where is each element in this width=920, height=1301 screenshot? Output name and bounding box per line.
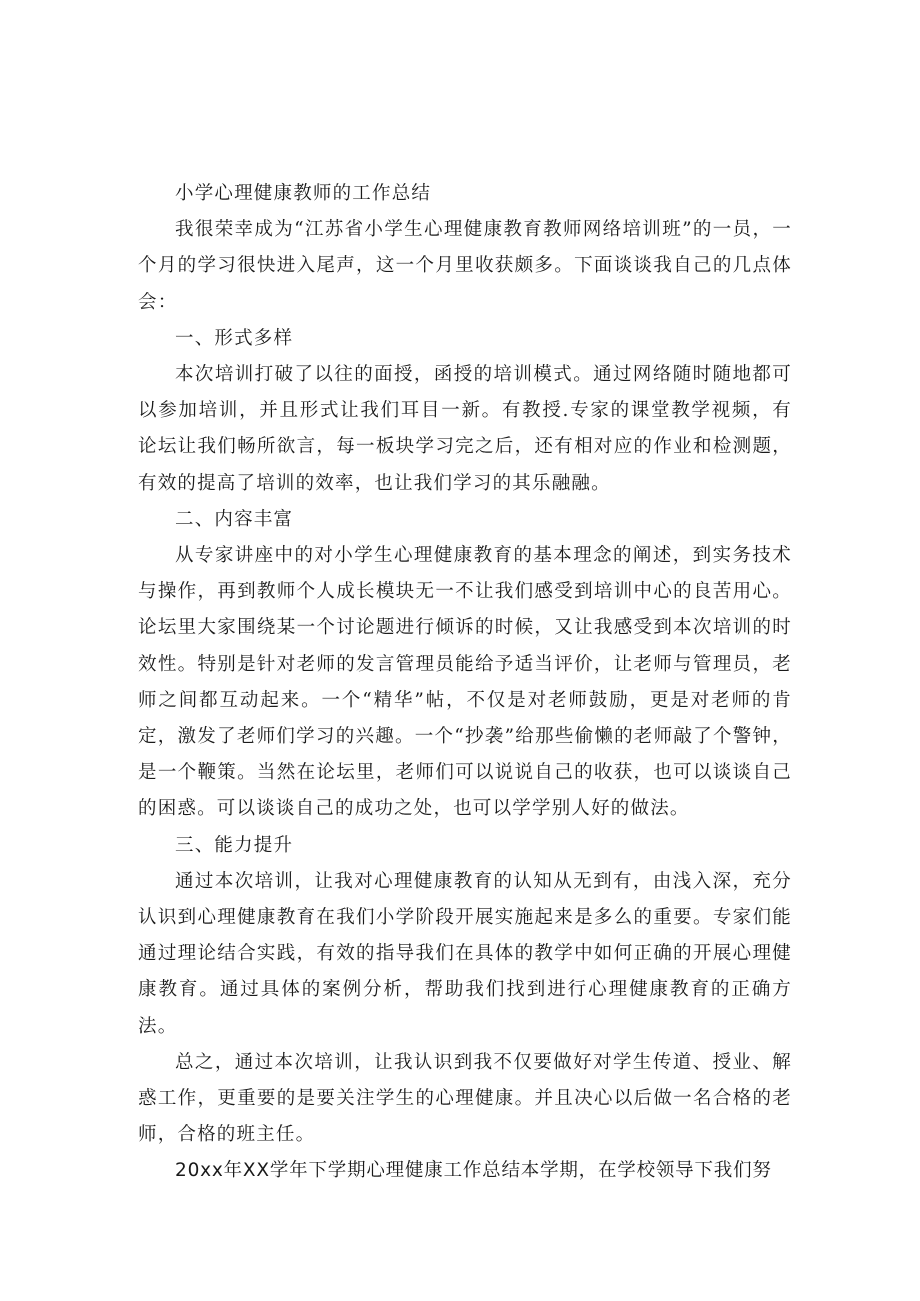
paragraph-form: 本次培训打破了以往的面授，函授的培训模式。通过网络随时随地都可以参加培训，并且形式让我们耳目一新。有教授.专家的课堂教学视频，有论坛让我们畅所欲言，每一板块学习完之后，还有相对应的作业和检测题，有效的提高了培训的效率，也让我们学习的其乐融融。 xyxy=(138,364,792,494)
document-body xyxy=(138,176,792,1190)
intro-paragraph: 我很荣幸成为“江苏省小学生心理健康教育教师网络培训班”的一员，一个月的学习很快进入尾声，这一个月里收获颇多。下面谈谈我自己的几点体会： xyxy=(138,219,792,313)
section-heading-form: 一、形式多样 xyxy=(175,327,294,349)
section-heading-content: 二、内容丰富 xyxy=(175,508,294,530)
paragraph-next-summary: 20xx年XX学年下学期心理健康工作总结本学期，在学校领导下我们努 xyxy=(175,1160,772,1182)
document-title: 小学心理健康教师的工作总结 xyxy=(175,183,432,204)
section-heading-ability: 三、能力提升 xyxy=(175,834,294,856)
paragraph-conclusion: 总之，通过本次培训，让我认识到我不仅要做好对学生传道、授业、解惑工作，更重要的是要关注学生的心理健康。并且决心以后做一名合格的老师，合格的班主任。 xyxy=(138,1051,792,1146)
paragraph-ability: 通过本次培训，让我对心理健康教育的认知从无到有，由浅入深，充分认识到心理健康教育在我们小学阶段开展实施起来是多么的重要。专家们能通过理论结合实践，有效的指导我们在具体的教学中如何正确的开展心理健康教育。通过具体的案例分析，帮助我们找到进行心理健康教育的正确方法。 xyxy=(138,870,792,1037)
paragraph-content: 从专家讲座中的对小学生心理健康教育的基本理念的阐述，到实务技术与操作，再到教师个人成长模块无一不让我们感受到培训中心的良苦用心。论坛里大家围绕某一个讨论题进行倾诉的时候，又让我感受到本次培训的时效性。特别是针对老师的发言管理员能给予适当评价，让老师与管理员，老师之间都互动起来。一个“精华”帖，不仅是对老师鼓励，更是对老师的肯定，激发了老师们学习的兴趣。一个“抄袭”给那些偷懒的老师敲了个警钟，是一个鞭策。当然在论坛里，老师们可以说说自己的收获，也可以谈谈自己的困惑。可以谈谈自己的成功之处，也可以学学别人好的做法。 xyxy=(138,545,792,820)
